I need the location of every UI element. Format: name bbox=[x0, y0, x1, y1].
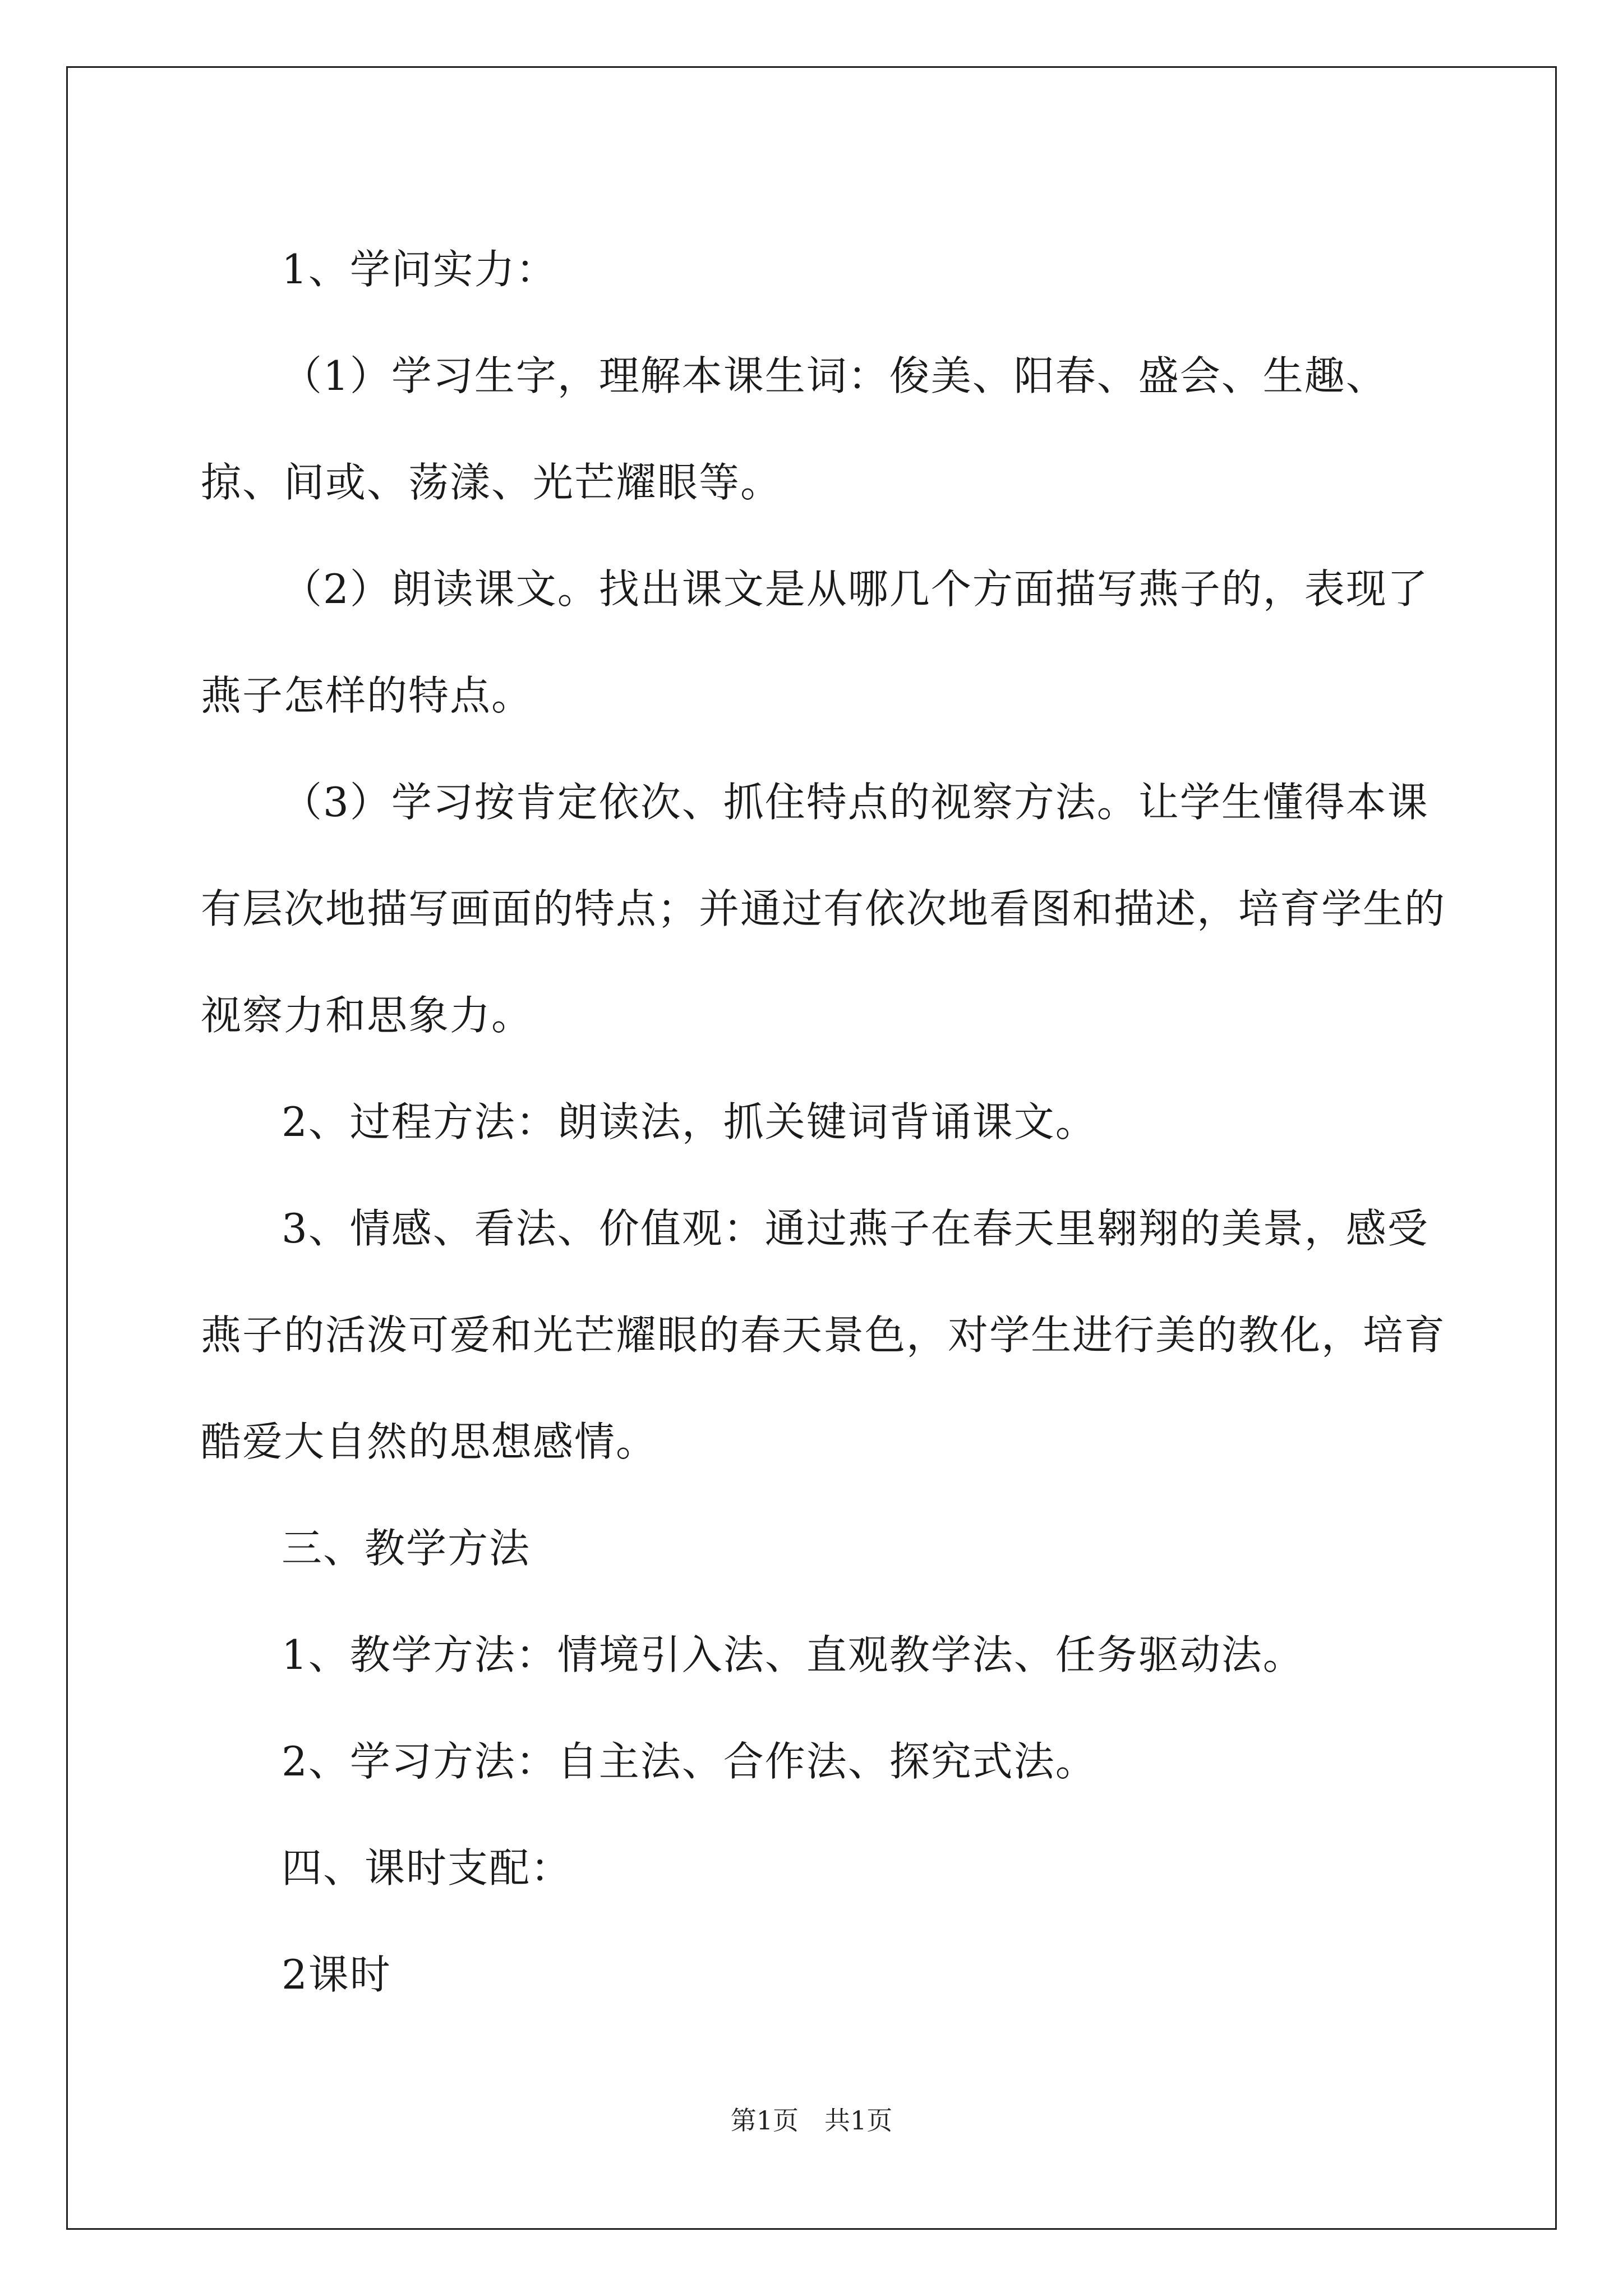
paragraph-emotion-values: 3、情感、看法、价值观：通过燕子在春天里翱翔的美景，感受燕子的活泼可爱和光芒耀眼的春天景色，对学生进行美的教化，培育酷爱大自然的思想感情。 bbox=[201, 1205, 1446, 1465]
document-body bbox=[201, 216, 1457, 2028]
page-footer: 第1页 共1页 bbox=[730, 2105, 893, 2136]
paragraph-class-hours: 2课时 bbox=[282, 1951, 391, 1998]
section-heading-teaching-methods: 三、教学方法 bbox=[282, 1525, 531, 1572]
paragraph-learning-method: 2、学习方法：自主法、合作法、探究式法。 bbox=[282, 1738, 1097, 1785]
paragraph-knowledge-heading: 1、学问实力： bbox=[282, 246, 557, 293]
paragraph-item-3: （3）学习按肯定依次、抓住特点的视察方法。让学生懂得本课有层次地描写画面的特点；并通过有依次地看图和描述，培育学生的视察力和思象力。 bbox=[201, 779, 1446, 1039]
paragraph-teaching-method: 1、教学方法：情境引入法、直观教学法、任务驱动法。 bbox=[282, 1631, 1304, 1678]
paragraph-process-method: 2、过程方法：朗读法，抓关键词背诵课文。 bbox=[282, 1098, 1097, 1145]
paragraph-item-2: （2）朗读课文。找出课文是从哪几个方面描写燕子的，表现了燕子怎样的特点。 bbox=[201, 565, 1429, 719]
paragraph-item-1: （1）学习生字，理解本课生词：俊美、阳春、盛会、生趣、掠、间或、荡漾、光芒耀眼等。 bbox=[201, 352, 1387, 506]
section-heading-class-hours: 四、课时支配： bbox=[282, 1844, 573, 1892]
